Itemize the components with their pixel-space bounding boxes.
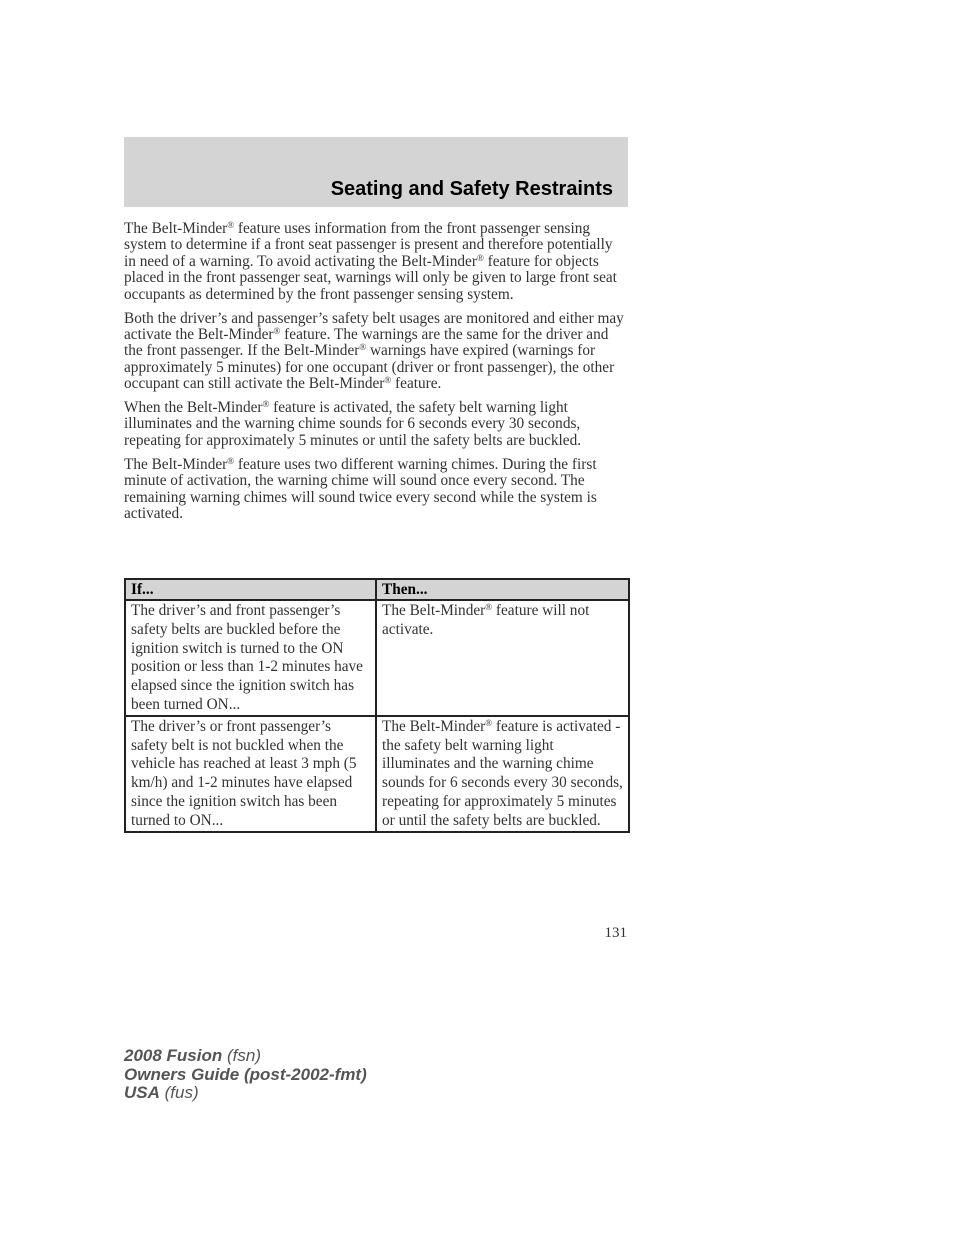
registered-mark: ®: [227, 455, 235, 466]
table-row: [125, 600, 629, 716]
registered-mark: ®: [476, 252, 484, 263]
section-header-band: [124, 137, 628, 207]
result-cell: The Belt-Minder® feature is activated - the safety belt warning light illuminates and the warning chime sounds for 6 seconds every 30 seconds, repeating for approximately 5 minutes or until the safety belts are buckled.: [376, 716, 629, 832]
registered-mark: ®: [273, 325, 281, 336]
if-then-table: [124, 578, 630, 833]
footer-edition: [124, 1047, 367, 1103]
registered-mark: ®: [227, 220, 235, 230]
column-header-if: If...: [125, 579, 376, 600]
table-header-row: [125, 579, 629, 600]
registered-mark: ®: [485, 602, 493, 612]
footer-line-model: 2008 Fusion (fsn): [124, 1046, 261, 1065]
column-header-then: Then...: [376, 579, 629, 600]
result-cell: The Belt-Minder® feature will not activate.: [376, 600, 629, 716]
paragraph-3: When the Belt-Minder® feature is activated, the safety belt warning light illuminates and the warning chime sounds for 6 seconds every 30 seconds, repeating for approximately 5 minutes or until the safety belts are buckled.: [124, 399, 582, 449]
paragraph-4: The Belt-Minder® feature uses two different warning chimes. During the first minute of activation, the warning chime will sound once every second. The remaining warning chimes will sound twice every second while the system is activated.: [124, 455, 597, 522]
registered-mark: ®: [485, 717, 493, 728]
registered-mark: ®: [384, 375, 392, 386]
table-row: [125, 716, 629, 832]
paragraph-2: Both the driver’s and passenger’s safety belt usages are monitored and either may activate the Belt-Minder® feature. The warnings are the same for the driver and the front passenger. If the Belt-Minder® warnings have expired (warnings for approximately 5 minutes) for one occupant (driver or front passenger), the other occupant can still activate the Belt-Minder® feature.: [124, 309, 624, 393]
footer-line-market: USA (fus): [124, 1083, 199, 1102]
section-title: Seating and Safety Restraints: [330, 178, 613, 200]
registered-mark: ®: [262, 399, 270, 410]
condition-cell: The driver’s or front passenger’s safety belt is not buckled when the vehicle has reached at least 3 mph (5 km/h) and 1-2 minutes have elapsed since the ignition switch has been turned to ON...: [125, 716, 376, 832]
footer-line-guide: Owners Guide (post-2002-fmt): [124, 1064, 367, 1084]
body-text: [124, 221, 628, 530]
paragraph-1: The Belt-Minder® feature uses information from the front passenger sensing system to determine if a front seat passenger is present and therefore potentially in need of a warning. To avoid activating the Belt-Minder® feature for objects placed in the front passenger seat, warnings will only be given to large front seat occupants as determined by the front passenger sensing system.: [124, 220, 617, 303]
condition-cell: The driver’s and front passenger’s safety belts are buckled before the ignition switch is turned to the ON position or less than 1-2 minutes have elapsed since the ignition switch has been turned ON...: [125, 600, 376, 716]
registered-mark: ®: [359, 342, 367, 353]
page-number: 131: [604, 925, 627, 941]
